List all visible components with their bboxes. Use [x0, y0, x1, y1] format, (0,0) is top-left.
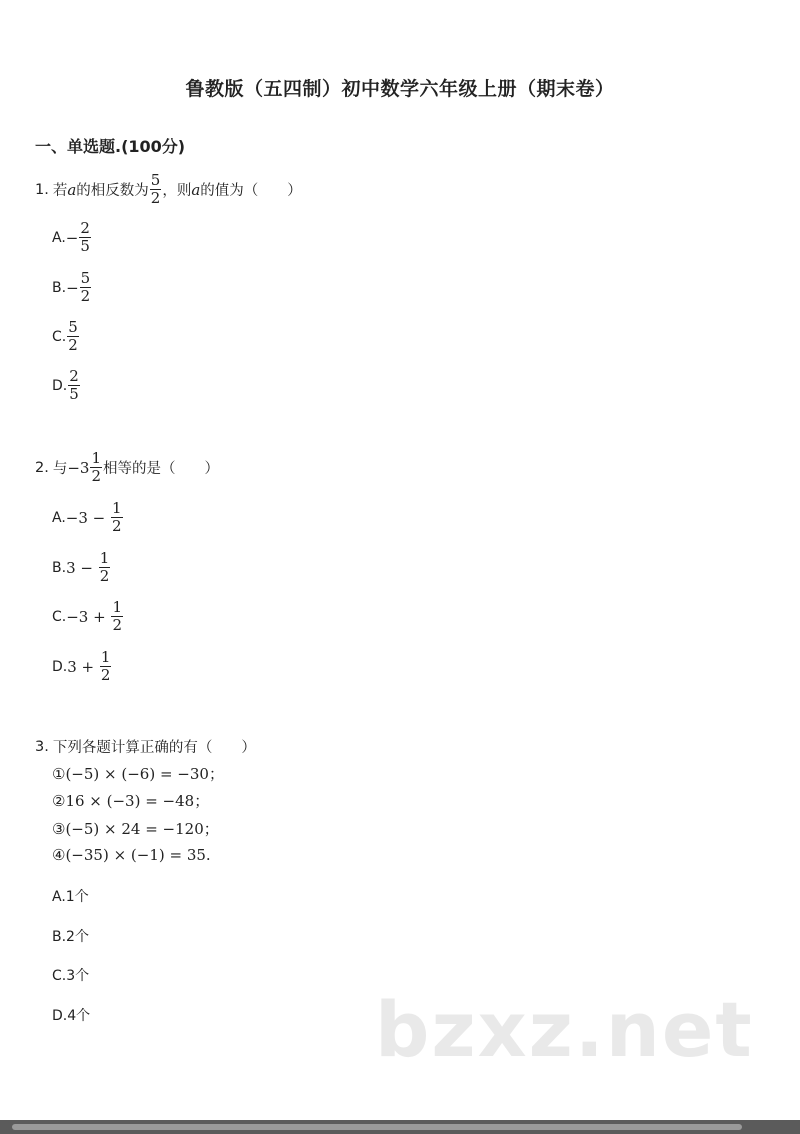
- option-label: A.: [52, 229, 66, 246]
- section-heading: 一、单选题.(100分): [35, 137, 186, 156]
- option-sign: −: [65, 228, 79, 247]
- calc-item-4: ④(−35) × (−1) = 35.: [52, 846, 211, 864]
- option-expression: −3 +: [66, 607, 111, 626]
- math-variable: a: [67, 180, 77, 199]
- fraction-numerator: 5: [150, 171, 161, 189]
- option-d[interactable]: D.4个: [52, 1008, 91, 1024]
- fraction: [68, 368, 80, 404]
- calc-item-2: ②16 × (−3) = −48；: [52, 792, 210, 810]
- fraction-denominator: 2: [68, 336, 78, 355]
- fraction: [79, 220, 91, 256]
- math-variable: a: [191, 180, 201, 199]
- option-label: D.: [52, 658, 68, 675]
- calc-item-1: ①(−5) × (−6) = −30；: [52, 765, 224, 783]
- option-label: B.: [52, 559, 67, 576]
- question-text-part: 若: [52, 183, 68, 200]
- fraction-denominator: 5: [80, 237, 90, 256]
- option-c[interactable]: [52, 599, 124, 635]
- option-c[interactable]: C.3个: [52, 968, 90, 984]
- fraction: [67, 319, 79, 355]
- option-label: A.: [52, 509, 66, 526]
- fraction: [111, 599, 123, 635]
- fraction: [90, 450, 102, 486]
- fraction: [111, 500, 123, 536]
- question-text: 下列各题计算正确的有（ ）: [52, 740, 256, 756]
- fraction-denominator: 2: [80, 287, 91, 306]
- fraction-denominator: 2: [112, 616, 122, 635]
- option-label: C.: [52, 608, 67, 625]
- question-number: 2.: [35, 459, 49, 476]
- fraction-numerator: 1: [91, 449, 102, 467]
- option-c[interactable]: [52, 319, 80, 355]
- fraction-numerator: 5: [80, 269, 91, 287]
- question-text-part: 的相反数为: [76, 183, 149, 200]
- option-d[interactable]: [52, 368, 81, 404]
- fraction-denominator: 2: [112, 517, 122, 536]
- question-number: 1.: [35, 181, 49, 198]
- fraction: [100, 649, 112, 685]
- fraction-numerator: 2: [69, 367, 79, 385]
- option-expression: 3 +: [67, 657, 99, 676]
- fraction-numerator: 1: [112, 499, 122, 517]
- option-label: B.: [52, 279, 67, 296]
- horizontal-scrollbar[interactable]: [0, 1120, 800, 1134]
- option-sign: −: [66, 278, 79, 297]
- question-1: [35, 172, 302, 208]
- option-b[interactable]: [52, 550, 111, 586]
- scrollbar-thumb[interactable]: [12, 1124, 742, 1130]
- fraction: [80, 270, 92, 306]
- fraction-numerator: 1: [100, 648, 111, 666]
- question-2: [35, 450, 219, 486]
- question-3: [35, 736, 256, 757]
- fraction-numerator: 1: [99, 549, 110, 567]
- option-expression: −3 −: [65, 508, 110, 527]
- fraction-denominator: 2: [91, 467, 102, 486]
- option-expression: 3 −: [66, 558, 98, 577]
- fraction-denominator: 2: [99, 567, 110, 586]
- calc-item-3: ③(−5) × 24 = −120；: [52, 820, 219, 838]
- question-text-part: ，则: [162, 183, 192, 200]
- fraction-denominator: 2: [150, 189, 161, 208]
- option-a[interactable]: A.1个: [52, 889, 89, 905]
- question-number: 3.: [35, 738, 49, 755]
- fraction-numerator: 2: [80, 219, 90, 237]
- question-text-part: 的值为（ ）: [200, 183, 302, 200]
- mixed-number-whole: −3: [67, 458, 90, 477]
- fraction: [150, 172, 162, 208]
- option-label: C.: [52, 328, 67, 345]
- fraction-denominator: 5: [69, 385, 79, 404]
- question-text-part: 与: [52, 461, 68, 478]
- fraction-denominator: 2: [100, 666, 111, 685]
- fraction-numerator: 1: [112, 598, 122, 616]
- watermark: bzxz.net: [375, 985, 754, 1074]
- option-b[interactable]: [52, 270, 92, 306]
- fraction-numerator: 5: [68, 318, 78, 336]
- option-label: D.: [52, 377, 68, 394]
- page-title: 鲁教版（五四制）初中数学六年级上册（期末卷）: [185, 78, 615, 100]
- question-text-part: 相等的是（ ）: [103, 461, 220, 478]
- option-a[interactable]: [52, 220, 92, 256]
- option-a[interactable]: [52, 500, 124, 536]
- fraction: [99, 550, 111, 586]
- option-d[interactable]: [52, 649, 112, 685]
- option-b[interactable]: B.2个: [52, 929, 89, 945]
